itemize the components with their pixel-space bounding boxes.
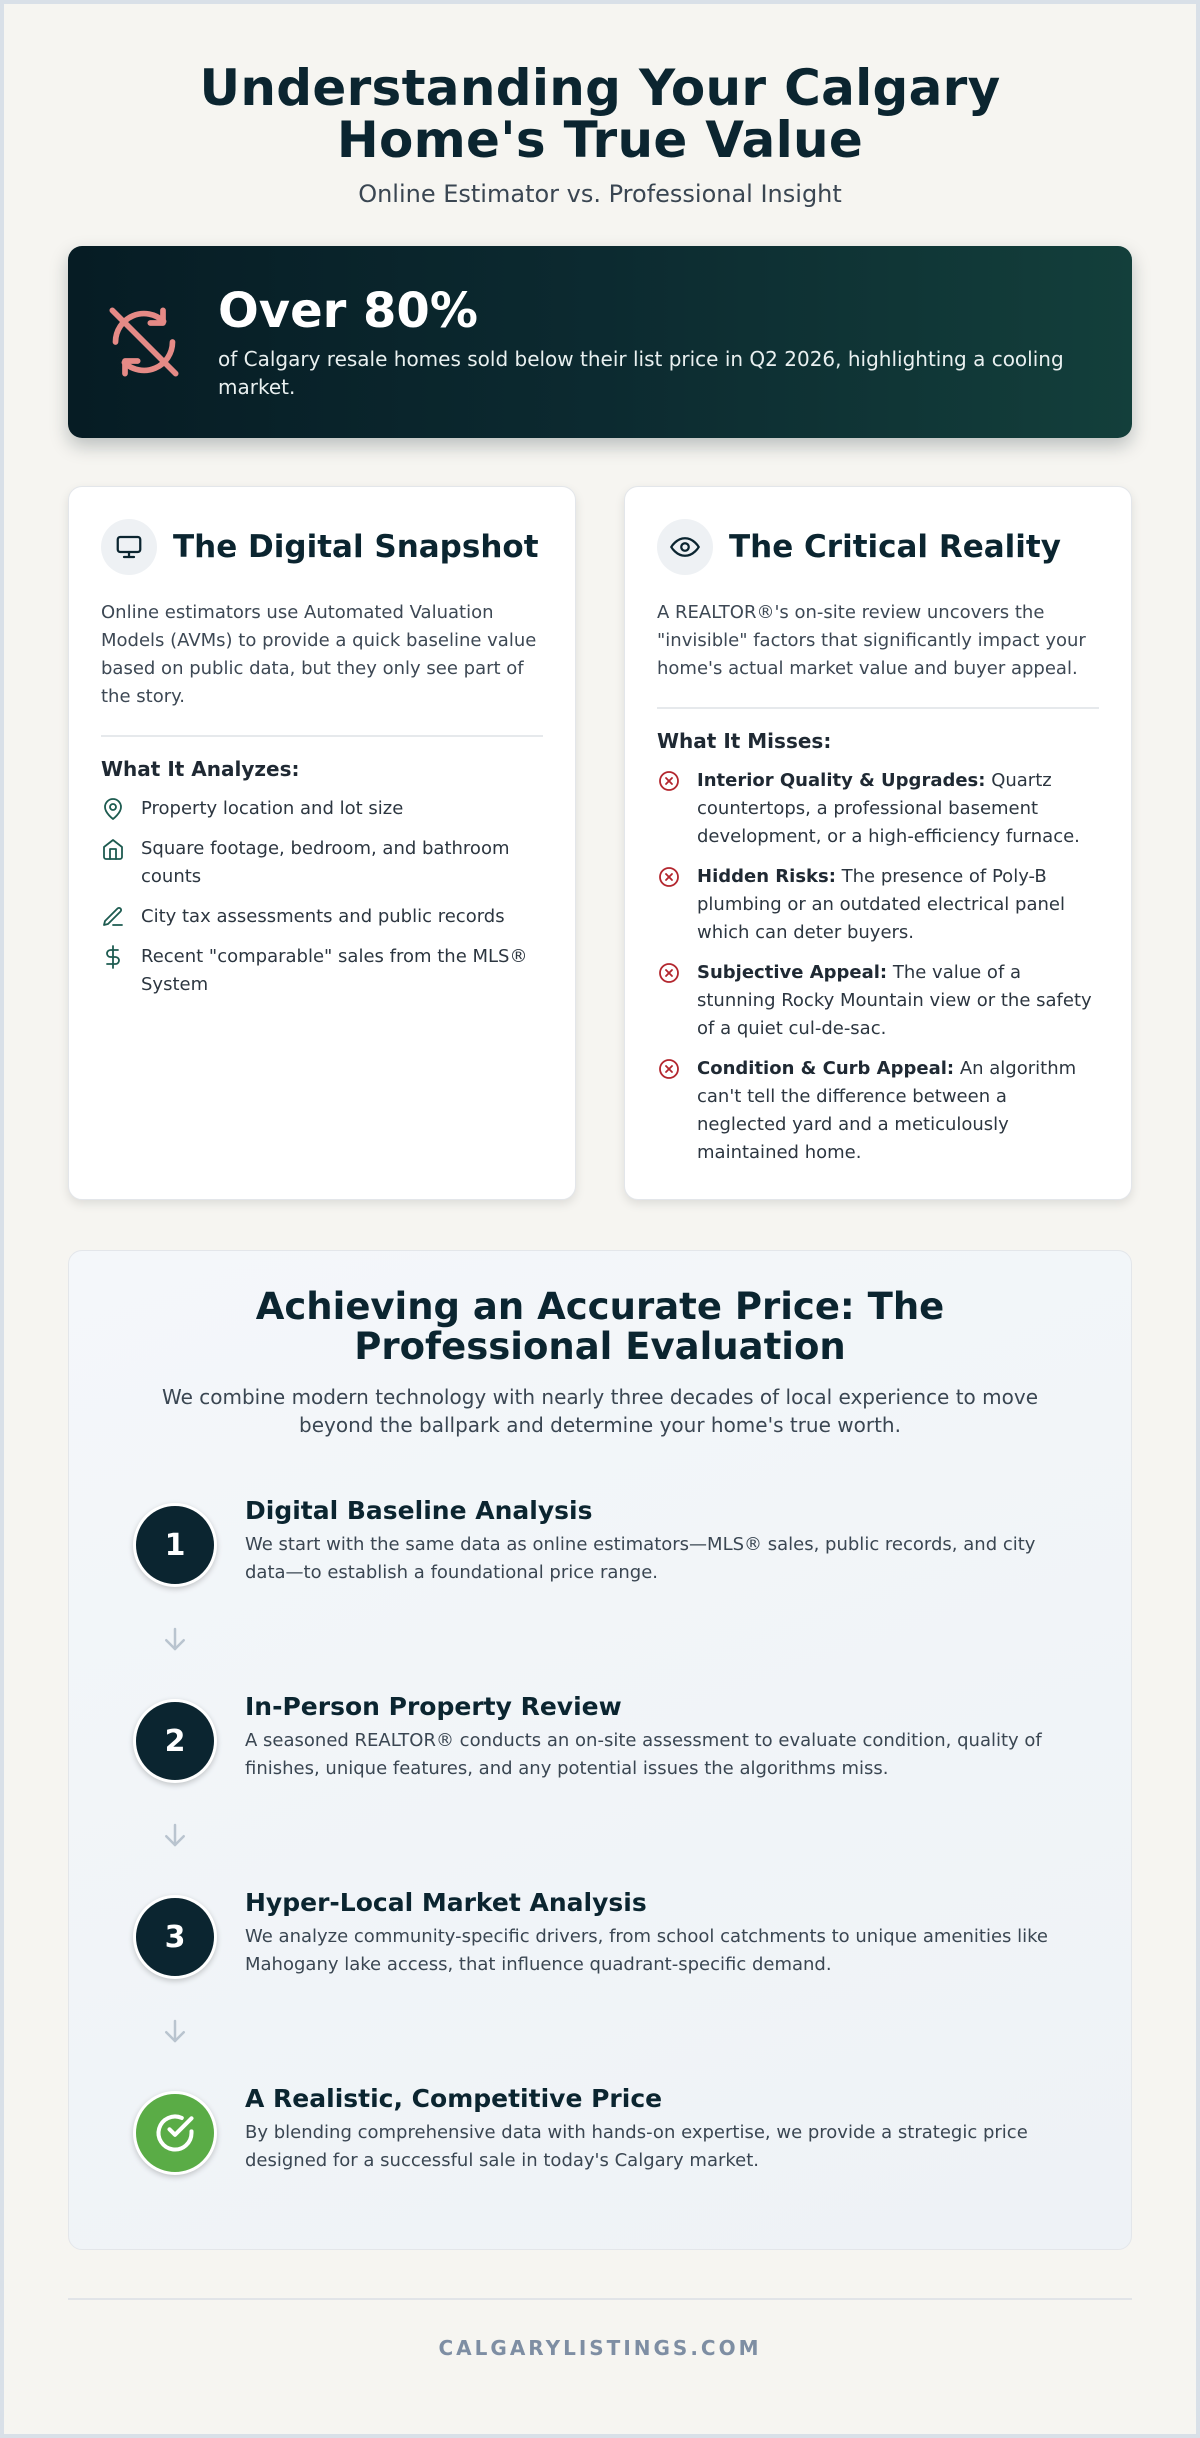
card-intro: Online estimators use Automated Valuation Models (AVMs) to provide a quick baseline value based on public data, but they only see part of the story. xyxy=(101,602,537,707)
list-item xyxy=(101,795,543,823)
x-circle-icon xyxy=(657,865,681,889)
step-number-badge: 2 xyxy=(133,1699,217,1783)
list-item xyxy=(101,943,543,999)
list-item-detail: Quartz countertops, a professional basement development, or a high-efficiency furnace. xyxy=(697,770,1080,847)
stat-value: Over 80% xyxy=(218,283,478,339)
critical-reality-card xyxy=(624,486,1132,1200)
step-title: In-Person Property Review xyxy=(245,1692,622,1721)
stat-banner xyxy=(68,246,1132,438)
eye-icon xyxy=(670,532,700,562)
step-body xyxy=(245,2083,1067,2175)
list-item xyxy=(657,1055,1099,1167)
arrow-down-icon xyxy=(160,1624,190,1654)
card-subhead: What It Analyzes: xyxy=(101,757,300,781)
x-circle-icon xyxy=(657,769,681,793)
step-description: We analyze community-specific drivers, from school catchments to unique amenities like Mahogany lake access, that influence quadrant-specific demand. xyxy=(245,1926,1048,1975)
pen-icon xyxy=(101,905,125,929)
step-body xyxy=(245,1887,1067,1979)
step-title: Digital Baseline Analysis xyxy=(245,1496,593,1525)
dollar-icon xyxy=(101,945,125,969)
process-step xyxy=(133,1495,1067,1587)
list-item xyxy=(657,863,1099,947)
page-title: Understanding Your Calgary Home's True Value xyxy=(199,59,1001,169)
step-description: We start with the same data as online estimators—MLS® sales, public records, and city data—to establish a foundational price range. xyxy=(245,1534,1036,1583)
monitor-icon xyxy=(114,532,144,562)
stat-description: of Calgary resale homes sold below their list price in Q2 2026, highlighting a cooling market. xyxy=(218,347,1064,399)
list-item xyxy=(657,959,1099,1043)
comparison-cards xyxy=(68,486,1132,1200)
step-number-badge: 3 xyxy=(133,1895,217,1979)
list-item-text xyxy=(697,959,1099,1043)
cooling-market-icon xyxy=(106,304,182,380)
final-step-badge xyxy=(133,2091,217,2175)
list-item-detail: An algorithm can't tell the difference between a neglected yard and a meticulously maintained home. xyxy=(697,1058,1077,1163)
list-item-label: Hidden Risks: xyxy=(697,866,836,887)
list-item-label: Interior Quality & Upgrades: xyxy=(697,770,986,791)
page-subtitle: Online Estimator vs. Professional Insight xyxy=(358,180,842,208)
card-subhead: What It Misses: xyxy=(657,729,832,753)
stat-text xyxy=(218,283,1072,401)
list-item-text xyxy=(697,1055,1099,1167)
step-description: By blending comprehensive data with hands-on expertise, we provide a strategic price designed for a successful sale in today's Calgary market. xyxy=(245,2122,1028,2171)
digital-snapshot-card xyxy=(68,486,576,1200)
home-icon xyxy=(101,837,125,861)
list-item xyxy=(101,903,543,931)
list-item-label: Condition & Curb Appeal: xyxy=(697,1058,955,1079)
step-connector xyxy=(133,1587,217,1691)
evaluation-process-section xyxy=(68,1250,1132,2250)
process-step-final xyxy=(133,2083,1067,2175)
arrow-down-icon xyxy=(160,2016,190,2046)
step-body xyxy=(245,1691,1067,1783)
location-pin-icon xyxy=(101,797,125,821)
card-title: The Digital Snapshot xyxy=(173,529,539,565)
process-steps xyxy=(133,1495,1067,2175)
footer-brand: CALGARYLISTINGS.COM xyxy=(438,2336,762,2360)
step-connector xyxy=(133,1783,217,1887)
section-title: Achieving an Accurate Price: The Professional Evaluation xyxy=(255,1285,945,1368)
step-title: A Realistic, Competitive Price xyxy=(245,2084,663,2113)
card-title: The Critical Reality xyxy=(729,529,1061,565)
step-number-badge: 1 xyxy=(133,1503,217,1587)
section-subtitle: We combine modern technology with nearly three decades of local experience to move beyond the ballpark and determine your home's true worth. xyxy=(162,1385,1038,1437)
card-header xyxy=(657,519,1099,575)
list-item-detail: The value of a stunning Rocky Mountain view or the safety of a quiet cul-de-sac. xyxy=(697,962,1092,1039)
list-item-detail: The presence of Poly-B plumbing or an outdated electrical panel which can deter buyers. xyxy=(697,866,1065,943)
check-circle-icon xyxy=(153,2111,197,2155)
list-item-text: Property location and lot size xyxy=(141,798,404,819)
footer-divider xyxy=(68,2298,1132,2300)
card-intro: A REALTOR®'s on-site review uncovers the "invisible" factors that significantly impact your home's actual market value and buyer appeal. xyxy=(657,602,1086,679)
card-icon-badge xyxy=(657,519,713,575)
arrow-down-icon xyxy=(160,1820,190,1850)
list-item xyxy=(101,835,543,891)
process-step xyxy=(133,1691,1067,1783)
list-item xyxy=(657,767,1099,851)
list-item-text: Recent "comparable" sales from the MLS® System xyxy=(141,946,528,995)
card-icon-badge xyxy=(101,519,157,575)
card-divider xyxy=(101,735,543,737)
process-step xyxy=(133,1887,1067,1979)
list-item-text xyxy=(697,767,1099,851)
step-connector xyxy=(133,1979,217,2083)
step-description: A seasoned REALTOR® conducts an on-site assessment to evaluate condition, quality of finishes, unique features, and any potential issues the algorithms miss. xyxy=(245,1730,1042,1779)
step-title: Hyper-Local Market Analysis xyxy=(245,1888,647,1917)
list-item-text: City tax assessments and public records xyxy=(141,906,505,927)
step-body xyxy=(245,1495,1067,1587)
list-item-label: Subjective Appeal: xyxy=(697,962,888,983)
card-divider xyxy=(657,707,1099,709)
x-circle-icon xyxy=(657,1057,681,1081)
list-item-text: Square footage, bedroom, and bathroom counts xyxy=(141,838,510,887)
list-item-text xyxy=(697,863,1099,947)
card-header xyxy=(101,519,543,575)
x-circle-icon xyxy=(657,961,681,985)
